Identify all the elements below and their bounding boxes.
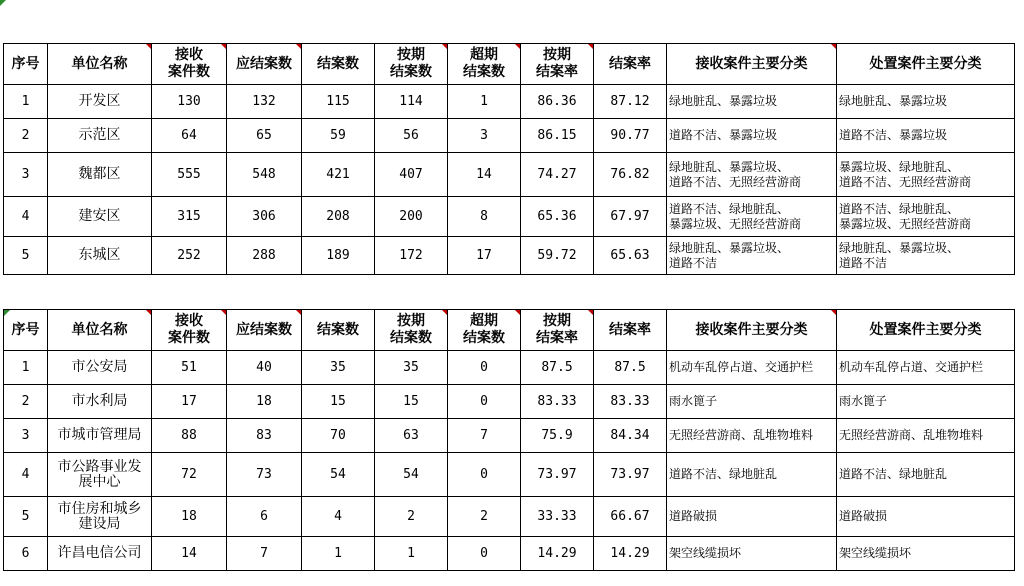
row-due: 7 [227, 537, 302, 571]
table-row [4, 237, 1015, 275]
row-unit-name: 东城区 [48, 237, 152, 275]
row-processed-category: 无照经营游商、乱堆物堆料 [837, 419, 1015, 453]
row-overdue: 1 [448, 85, 521, 119]
row-ontime: 35 [375, 351, 448, 385]
row-ontime-rate: 86.36 [521, 85, 594, 119]
header-received-cases: 接收 案件数 [152, 44, 227, 85]
header-processed-category: 处置案件主要分类 [837, 310, 1015, 351]
row-unit-name: 市水利局 [48, 385, 152, 419]
row-received: 315 [152, 197, 227, 237]
row-close-rate: 87.5 [594, 351, 667, 385]
section1-body [4, 85, 1015, 275]
section2-body [4, 351, 1015, 571]
row-closed: 189 [302, 237, 375, 275]
table-row [4, 119, 1015, 153]
row-seq: 1 [4, 351, 48, 385]
row-unit-name: 市公路事业发 展中心 [48, 453, 152, 497]
row-overdue: 0 [448, 453, 521, 497]
row-received-category: 无照经营游商、乱堆物堆料 [667, 419, 837, 453]
header-processed-category: 处置案件主要分类 [837, 44, 1015, 85]
district-cases-table [3, 43, 1015, 275]
row-due: 73 [227, 453, 302, 497]
row-received: 64 [152, 119, 227, 153]
row-closed: 15 [302, 385, 375, 419]
header-ontime-rate: 按期 结案率 [521, 44, 594, 85]
row-processed-category: 道路破损 [837, 497, 1015, 537]
header-due-cases: 应结案数 [227, 310, 302, 351]
row-close-rate: 84.34 [594, 419, 667, 453]
row-unit-name: 许昌电信公司 [48, 537, 152, 571]
header-unit-name: 单位名称 [48, 310, 152, 351]
table-row [4, 453, 1015, 497]
row-seq: 3 [4, 153, 48, 197]
table-row [4, 537, 1015, 571]
row-received-category: 道路破损 [667, 497, 837, 537]
row-seq: 2 [4, 119, 48, 153]
table-row [4, 385, 1015, 419]
header-seq: 序号 [4, 310, 48, 351]
row-close-rate: 76.82 [594, 153, 667, 197]
row-overdue: 17 [448, 237, 521, 275]
row-received: 130 [152, 85, 227, 119]
row-overdue: 14 [448, 153, 521, 197]
row-close-rate: 66.67 [594, 497, 667, 537]
row-overdue: 8 [448, 197, 521, 237]
row-seq: 5 [4, 497, 48, 537]
row-ontime: 200 [375, 197, 448, 237]
row-due: 83 [227, 419, 302, 453]
row-received-category: 道路不洁、绿地脏乱 [667, 453, 837, 497]
header-overdue-closed: 超期 结案数 [448, 310, 521, 351]
row-unit-name: 示范区 [48, 119, 152, 153]
row-close-rate: 67.97 [594, 197, 667, 237]
row-seq: 4 [4, 197, 48, 237]
row-overdue: 2 [448, 497, 521, 537]
row-ontime-rate: 14.29 [521, 537, 594, 571]
row-closed: 54 [302, 453, 375, 497]
header-unit-name: 单位名称 [48, 44, 152, 85]
header-close-rate: 结案率 [594, 44, 667, 85]
row-due: 306 [227, 197, 302, 237]
header-received-category: 接收案件主要分类 [667, 44, 837, 85]
row-ontime-rate: 73.97 [521, 453, 594, 497]
header-due-cases: 应结案数 [227, 44, 302, 85]
row-processed-category: 架空线缆损坏 [837, 537, 1015, 571]
row-ontime: 2 [375, 497, 448, 537]
row-ontime: 56 [375, 119, 448, 153]
table-row [4, 85, 1015, 119]
row-unit-name: 建安区 [48, 197, 152, 237]
header-received-cases: 接收 案件数 [152, 310, 227, 351]
row-due: 65 [227, 119, 302, 153]
row-overdue: 3 [448, 119, 521, 153]
row-close-rate: 83.33 [594, 385, 667, 419]
row-ontime-rate: 87.5 [521, 351, 594, 385]
row-processed-category: 机动车乱停占道、交通护栏 [837, 351, 1015, 385]
row-processed-category: 绿地脏乱、暴露垃圾、 道路不洁 [837, 237, 1015, 275]
row-closed: 208 [302, 197, 375, 237]
row-closed: 1 [302, 537, 375, 571]
header-ontime-rate: 按期 结案率 [521, 310, 594, 351]
row-ontime-rate: 65.36 [521, 197, 594, 237]
row-due: 40 [227, 351, 302, 385]
row-closed: 35 [302, 351, 375, 385]
row-received: 51 [152, 351, 227, 385]
row-overdue: 0 [448, 351, 521, 385]
row-closed: 70 [302, 419, 375, 453]
row-close-rate: 73.97 [594, 453, 667, 497]
row-ontime: 114 [375, 85, 448, 119]
row-ontime-rate: 75.9 [521, 419, 594, 453]
row-ontime: 172 [375, 237, 448, 275]
row-due: 288 [227, 237, 302, 275]
row-ontime-rate: 74.27 [521, 153, 594, 197]
row-unit-name: 市公安局 [48, 351, 152, 385]
row-closed: 421 [302, 153, 375, 197]
row-processed-category: 道路不洁、暴露垃圾 [837, 119, 1015, 153]
row-overdue: 0 [448, 385, 521, 419]
table-row [4, 419, 1015, 453]
row-processed-category: 道路不洁、绿地脏乱 [837, 453, 1015, 497]
row-processed-category: 雨水篦子 [837, 385, 1015, 419]
header-received-category: 接收案件主要分类 [667, 310, 837, 351]
row-received: 88 [152, 419, 227, 453]
row-due: 548 [227, 153, 302, 197]
row-due: 6 [227, 497, 302, 537]
row-received: 14 [152, 537, 227, 571]
header-seq: 序号 [4, 44, 48, 85]
row-ontime: 54 [375, 453, 448, 497]
row-close-rate: 90.77 [594, 119, 667, 153]
row-received: 72 [152, 453, 227, 497]
row-received-category: 架空线缆损坏 [667, 537, 837, 571]
header-close-rate: 结案率 [594, 310, 667, 351]
row-closed: 4 [302, 497, 375, 537]
row-unit-name: 市城市管理局 [48, 419, 152, 453]
row-seq: 2 [4, 385, 48, 419]
row-close-rate: 65.63 [594, 237, 667, 275]
table-row [4, 351, 1015, 385]
row-closed: 115 [302, 85, 375, 119]
row-seq: 1 [4, 85, 48, 119]
row-received-category: 机动车乱停占道、交通护栏 [667, 351, 837, 385]
row-due: 132 [227, 85, 302, 119]
row-seq: 4 [4, 453, 48, 497]
row-received-category: 道路不洁、暴露垃圾 [667, 119, 837, 153]
row-close-rate: 87.12 [594, 85, 667, 119]
row-unit-name: 魏都区 [48, 153, 152, 197]
row-received-category: 绿地脏乱、暴露垃圾、 道路不洁、无照经营游商 [667, 153, 837, 197]
row-processed-category: 暴露垃圾、绿地脏乱、 道路不洁、无照经营游商 [837, 153, 1015, 197]
row-processed-category: 道路不洁、绿地脏乱、 暴露垃圾、无照经营游商 [837, 197, 1015, 237]
header-overdue-closed: 超期 结案数 [448, 44, 521, 85]
row-seq: 3 [4, 419, 48, 453]
row-ontime: 15 [375, 385, 448, 419]
section1-header [4, 44, 1015, 85]
row-closed: 59 [302, 119, 375, 153]
row-seq: 6 [4, 537, 48, 571]
table-row [4, 153, 1015, 197]
row-ontime-rate: 33.33 [521, 497, 594, 537]
row-seq: 5 [4, 237, 48, 275]
row-received-category: 绿地脏乱、暴露垃圾、 道路不洁 [667, 237, 837, 275]
row-overdue: 0 [448, 537, 521, 571]
header-closed-cases: 结案数 [302, 44, 375, 85]
row-received-category: 雨水篦子 [667, 385, 837, 419]
row-received: 555 [152, 153, 227, 197]
row-ontime: 63 [375, 419, 448, 453]
row-ontime-rate: 86.15 [521, 119, 594, 153]
row-ontime-rate: 83.33 [521, 385, 594, 419]
row-unit-name: 开发区 [48, 85, 152, 119]
row-processed-category: 绿地脏乱、暴露垃圾 [837, 85, 1015, 119]
row-due: 18 [227, 385, 302, 419]
table-row [4, 497, 1015, 537]
row-overdue: 7 [448, 419, 521, 453]
row-received-category: 绿地脏乱、暴露垃圾 [667, 85, 837, 119]
municipal-units-table [3, 309, 1015, 571]
section2-header [4, 310, 1015, 351]
row-ontime: 407 [375, 153, 448, 197]
row-close-rate: 14.29 [594, 537, 667, 571]
row-ontime: 1 [375, 537, 448, 571]
row-received-category: 道路不洁、绿地脏乱、 暴露垃圾、无照经营游商 [667, 197, 837, 237]
header-closed-cases: 结案数 [302, 310, 375, 351]
row-unit-name: 市住房和城乡 建设局 [48, 497, 152, 537]
row-received: 252 [152, 237, 227, 275]
header-ontime-closed: 按期 结案数 [375, 44, 448, 85]
row-received: 17 [152, 385, 227, 419]
row-received: 18 [152, 497, 227, 537]
row-ontime-rate: 59.72 [521, 237, 594, 275]
header-ontime-closed: 按期 结案数 [375, 310, 448, 351]
table-row [4, 197, 1015, 237]
sheet-corner-marker [0, 0, 6, 6]
